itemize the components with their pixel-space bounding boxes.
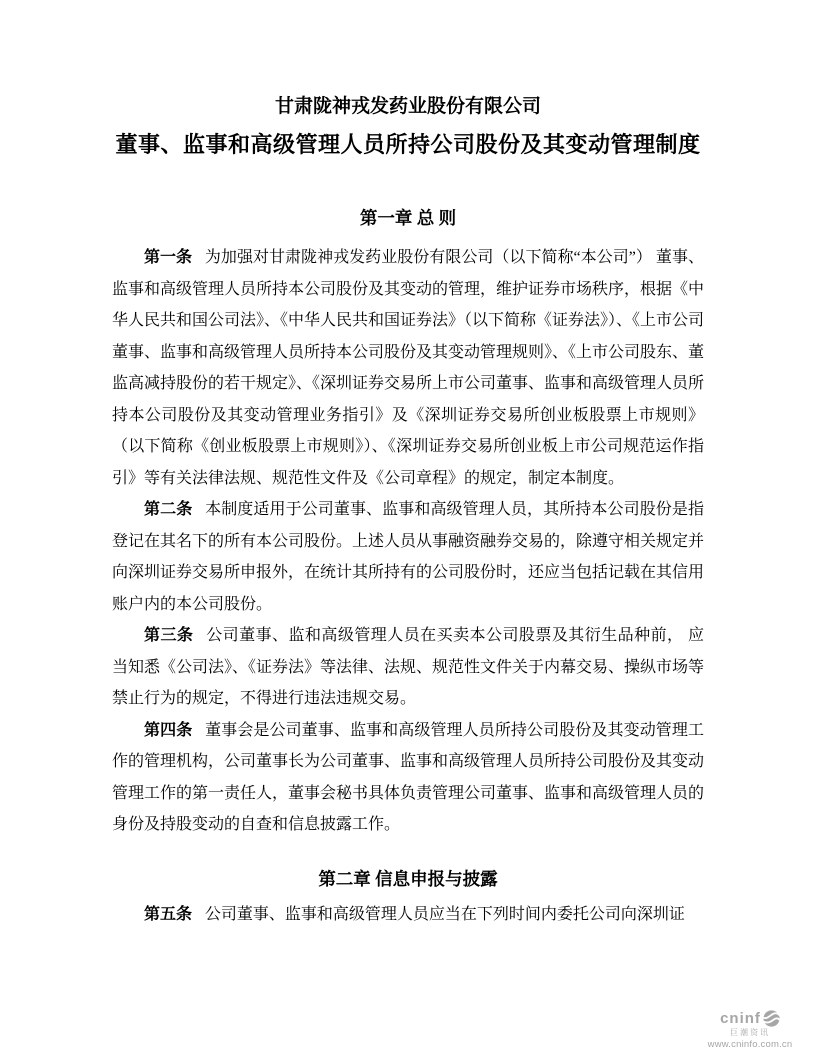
article-5-label: 第五条 bbox=[144, 905, 193, 923]
article-4-label: 第四条 bbox=[144, 721, 193, 739]
article-1-label: 第一条 bbox=[144, 249, 193, 266]
article-4-text: 董事会是公司董事、监事和高级管理人员所持公司股份及其变动管理工作的管理机构，公司董事长为公司董事、监事和高级管理人员所持公司股份及其变动管理工作的第一责任人，董事会秘书具体负责管理公司董事、监事和高级管理人员的身份及持股变动的自查和信息披露工作。 bbox=[112, 721, 705, 833]
cninfo-brand-chinese: 巨潮资讯 bbox=[730, 1028, 770, 1037]
article-5 bbox=[112, 899, 704, 931]
chapter-2-heading: 第二章 信息申报与披露 bbox=[318, 868, 498, 889]
chapter-1-heading: 第一章 总 则 bbox=[359, 208, 457, 228]
article-1-text: 为加强对甘肃陇神戎发药业股份有限公司（以下简称“本公司”） 董事、监事和高级管理人员所持本公司股份及其变动的管理，维护证券市场秩序，根据《中华人民共和国公司法》、《中华人民共和国证券法》（以下简称《证券法》）、《上市公司董事、监事和高级管理人员所持本公司股份及其变动管理规则》、《上市公司股东、董监高减持股份的若干规定》、《深圳证券交易所上市公司董事、监事和高级管理人员所持本公司股份及其变动管理业务指引》及《深圳证券交易所创业板股票上市规则》（以下简称《创业板股票上市规则》）、《深圳证券交易所创业板上市公司规范运作指引》等有关法律法规、规范性文件及《公司章程》的规定，制定本制度。 bbox=[112, 249, 705, 487]
article-1 bbox=[112, 242, 704, 494]
article-3-text: 公司董事、监和高级管理人员在买卖本公司股票及其衍生品种前， 应当知悉《公司法》、《证券法》等法律、法规、规范性文件关于内幕交易、操纵市场等禁止行为的规定，不得进行违法违规交易。 bbox=[112, 627, 705, 707]
article-2-label: 第二条 bbox=[144, 501, 193, 518]
article-2 bbox=[112, 494, 704, 620]
article-3 bbox=[112, 620, 704, 715]
article-5-text: 公司董事、监事和高级管理人员应当在下列时间内委托公司向深圳证 bbox=[204, 905, 685, 923]
cninfo-url: www.cninfo.com.cn bbox=[707, 1039, 793, 1050]
cninfo-swirl-icon bbox=[763, 1010, 780, 1027]
document-title: 董事、监事和高级管理人员所持公司股份及其变动管理制度 bbox=[115, 132, 701, 157]
article-3-label: 第三条 bbox=[144, 627, 194, 644]
article-2-text: 本制度适用于公司董事、监事和高级管理人员，其所持本公司股份是指登记在其名下的所有本公司股份。上述人员从事融资融券交易的，除遵守相关规定并向深圳证券交易所申报外，在统计其所持有的公司股份时，还应当包括记载在其信用账户内的本公司股份。 bbox=[112, 501, 705, 613]
company-name-title: 甘肃陇神戎发药业股份有限公司 bbox=[274, 96, 541, 117]
cninfo-brand-text: cninf bbox=[720, 1010, 761, 1027]
article-4 bbox=[112, 715, 704, 841]
cninfo-brand-row bbox=[698, 1010, 802, 1027]
cninfo-watermark bbox=[698, 1010, 802, 1050]
